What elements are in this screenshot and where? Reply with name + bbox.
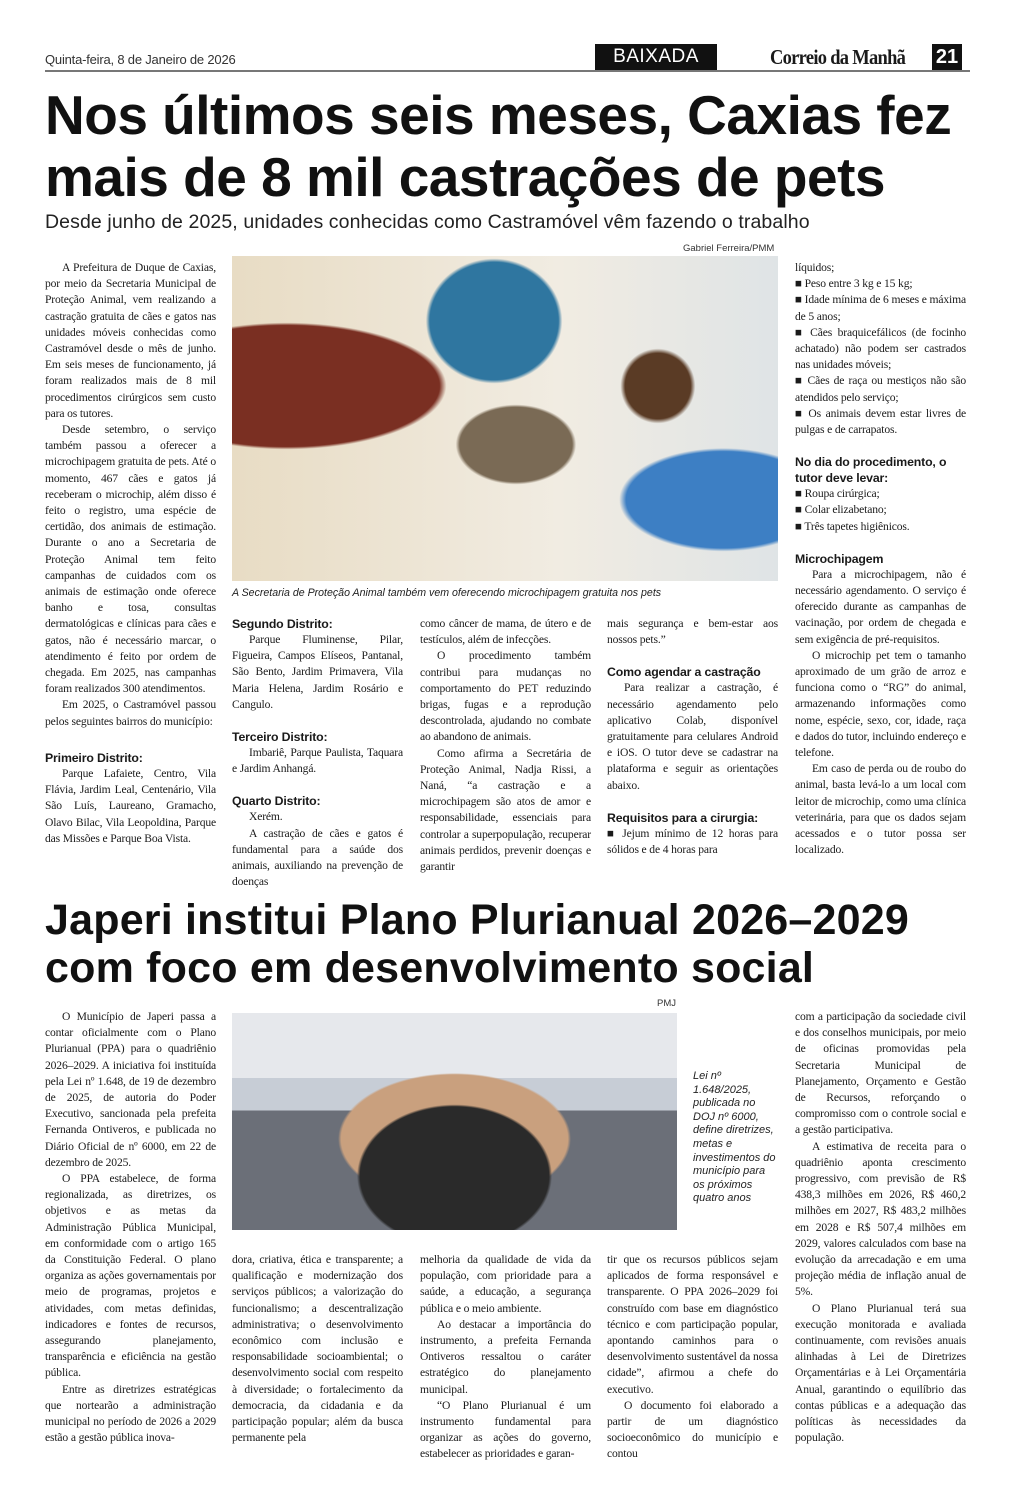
photo-sidebar-caption: Lei nº 1.648/2025, publicada no DOJ nº 6000, define diretrizes, metas e investimentos do município para os próximos quatro anos (693, 1070, 776, 1205)
subheading: Como agendar a castração (607, 665, 761, 680)
paragraph: dora, criativa, ética e transparente; a qualificação e modernização dos serviços públicos; a valorização do funcionalismo; a descentralização administrativa; o desenvolvimento econômico com inclusão e responsabilidade socioambiental; o desenvolvimento social com respeito à diversidade; o fortalecimento da democracia, da cidadania e da participação popular; além da busca permanente pela (232, 1253, 403, 1445)
article2-column-3 (420, 1252, 591, 1463)
list-item: ■ Cães braquicefálicos (de focinho achatado) não podem ser castrados nas unidades móveis; (795, 325, 966, 372)
paragraph: “O Plano Plurianual é um instrumento fundamental para organizar as ações do governo, estabelecer as prioridades e garan- (420, 1398, 591, 1461)
subheading: Primeiro Distrito: (45, 750, 143, 765)
list-item: ■ Os animais devem estar livres de pulgas e de carrapatos. (795, 406, 966, 437)
article2-column-4 (607, 1252, 778, 1463)
paragraph: O documento foi elaborado a partir de um diagnóstico socioeconômico do município e contou (607, 1398, 778, 1461)
article1-subtitle: Desde junho de 2025, unidades conhecidas como Castramóvel vêm fazendo o trabalho (45, 211, 810, 233)
paragraph: como câncer de mama, de útero e de testículos, além de infecções. (420, 617, 591, 647)
paragraph: com a participação da sociedade civil e dos conselhos municipais, por meio de oficinas promovidas pela Secretaria Municipal de Planejamento, Orçamento e Gestão de Recursos, reforçando o compromisso com o controle social e a gestão participativa. (795, 1010, 966, 1137)
article1-column-4 (607, 616, 778, 858)
section-label: BAIXADA (595, 44, 717, 70)
paragraph: O procedimento também contribui para mudanças no comportamento do PET reduzindo brigas, fugas e a reprodução descontrolada, ajudando no combate ao abandono de animais. (420, 649, 591, 744)
paragraph: Como afirma a Secretária de Proteção Animal, Nadja Rissi, a Naná, “a castração e a microchipagem são atos de amor e responsabilidade, essenciais para controlar a superpopulação, recuperar animais perdidos, prevenir doenças e garantir (420, 746, 591, 874)
list-item: ■ Idade mínima de 6 meses e máxima de 5 anos; (795, 293, 966, 323)
list-item: ■ Cães de raça ou mestiços não são atendidos pelo serviço; (795, 374, 966, 404)
subheading: Segundo Distrito: (232, 617, 333, 631)
paragraph: melhoria da qualidade de vida da população, com prioridade para a saúde, a educação, a segurança pública e o meio ambiente. (420, 1253, 591, 1315)
article1-column-1 (45, 260, 216, 847)
paragraph: Parque Lafaiete, Centro, Vila Flávia, Jardim Leal, Centenário, Vila São Luís, Laureano, Gramacho, Olavo Bilac, Vila Leopoldina, Parque das Missões e Parque Boa Vista. (45, 766, 216, 845)
paragraph: Para realizar a castração, é necessário agendamento pelo aplicativo Colab, disponível gratuitamente para celulares Android e iOS. O tutor deve se cadastrar na plataforma e seguir as orientações abaixo. (607, 681, 778, 792)
paragraph: Para a microchipagem, não é necessário agendamento. O serviço é oferecido durante as campanhas de vacinação, por ordem de chegada e sem exigência de pré-requisitos. (795, 567, 966, 646)
article2-headline: Japeri institui Plano Plurianual 2026–2029 com foco em desenvolvimento social (45, 896, 909, 992)
paragraph: Parque Fluminense, Pilar, Figueira, Campos Elíseos, Pantanal, São Bento, Jardim Primavera, Vila Maria Helena, Jardim Rosário e Cangulo. (232, 633, 403, 711)
subheading: Microchipagem (795, 551, 884, 566)
paragraph: O microchip pet tem o tamanho aproximado de um grão de arroz e funciona como o “RG” do animal, armazenando informações como nome, espécie, sexo, cor, idade, raça e dados do tutor, incluindo endereço e telefone. (795, 648, 966, 760)
paragraph: A castração de cães e gatos é fundamental para a saúde dos animais, auxiliando na prevenção de doenças (232, 826, 403, 889)
paragraph: Ao destacar a importância do instrumento, a prefeita Fernanda Ontiveros ressaltou o caráter estratégico do planejamento municipal. (420, 1317, 591, 1396)
paragraph: O Plano Plurianual terá sua execução monitorada e avaliada continuamente, com revisões anuais alinhadas à Lei de Diretrizes Orçamentárias e à Lei Orçamentária Anual, garantindo o equilíbrio das contas públicas e a adequação das políticas às necessidades da população. (795, 1301, 966, 1445)
issue-date: Quinta-feira, 8 de Janeiro de 2026 (45, 52, 236, 67)
list-item: ■ Peso entre 3 kg e 15 kg; (795, 277, 913, 291)
paragraph: Entre as diretrizes estratégicas que nortearão a administração municipal no período de 2026 a 2029 estão a gestão pública inova- (45, 1382, 216, 1445)
paragraph: Xerém. (249, 810, 283, 824)
list-item: líquidos; (795, 261, 835, 274)
paragraph: O Município de Japeri passa a contar oficialmente com o Plano Plurianual (PPA) para o quadriênio 2026–2029. A iniciativa foi instituída pela Lei nº 1.648, de 19 de dezembro de 2025, de autoria do Poder Executivo, sancionada pela prefeita Fernanda Ontiveros, e publicada no Diário Oficial de nº 6000, em 22 de dezembro de 2025. (45, 1010, 216, 1169)
paragraph: tir que os recursos públicos sejam aplicados de forma responsável e transparente. O PPA 2026–2029 foi construído com base em diagnóstico técnico e com participação popular, apontando caminhos para o desenvolvimento sustentável da nossa cidade”, afirmou a chefe do executivo. (607, 1253, 778, 1396)
subheading: Quarto Distrito: (232, 794, 321, 809)
photo-credit: Gabriel Ferreira/PMM (683, 243, 775, 254)
paragraph: Imbariê, Parque Paulista, Taquara e Jardim Anhangá. (232, 746, 403, 776)
header-rule (45, 70, 970, 72)
article1-column-2 (232, 616, 403, 890)
paragraph: Em caso de perda ou de roubo do animal, basta levá-lo a um local com leitor de microchip, como uma clínica veterinária, para que os dados sejam acessados e o tutor possa ser localizado. (795, 762, 966, 857)
photo-credit: PMJ (657, 998, 676, 1009)
paragraph: Desde setembro, o serviço também passou a oferecer a microchipagem gratuita de pets. Até o momento, 467 cães e gatos já receberam o microchip, além disso é feito o registro, uma espécie de certidão, dos animais de estimação. Durante o ano a Secretaria de Proteção Animal tem feito campanhas de cuidados com os animais de estimação onde oferece banho e tosa, consultas dermatológicas e clínicas para cães e gatos, não é necessário marcar, o atendimento é feito por ordem de chegada. Em 2025, nas campanhas foram realizados 300 atendimentos. (45, 423, 216, 696)
article1-column-5 (795, 260, 966, 859)
paragraph: A Prefeitura de Duque de Caxias, por meio da Secretaria Municipal de Proteção Animal, vem realizando a castração gratuita de cães e gatos nas unidades móveis conhecidas como Castramóvel desde o mês de junho. Em seis meses de funcionamento, já foram realizados mais de 8 mil procedimentos cirúrgicos sem custo para os tutores. (45, 261, 216, 420)
paragraph: A estimativa de receita para o quadriênio aponta crescimento progressivo, com previsão de R$ 438,3 milhões em 2026, R$ 460,2 milhões em 2027, R$ 483,2 milhões em 2028 e R$ 507,4 milhões em 2029, valores calculados com base na evolução da arrecadação e em uma projeção média de inflação anual de 5%. (795, 1139, 966, 1299)
article2-column-2 (232, 1252, 403, 1446)
list-item: ■ Jejum mínimo de 12 horas para sólidos e de 4 horas para (607, 826, 778, 857)
paragraph: O PPA estabelece, de forma regionalizada, as diretrizes, os objetivos e as metas da Administração Pública Municipal, em conformidade com o artigo 165 da Constituição Federal. O plano organiza as ações governamentais por meio de programas, projetos e atividades, com metas definidas, indicadores e fontes de recursos, assegurando planejamento, transparência e eficiência na gestão pública. (45, 1172, 216, 1380)
paragraph: mais segurança e bem-estar aos nossos pets.” (607, 617, 778, 647)
photo-caption: A Secretaria de Proteção Animal também vem oferecendo microchipagem gratuita nos pets (232, 587, 662, 599)
article1-column-3 (420, 616, 591, 875)
newspaper-logo: Correio da Manhã (770, 45, 906, 69)
subheading: Terceiro Distrito: (232, 730, 328, 745)
list-item: ■ Colar elizabetano; (795, 503, 887, 517)
article2-photo (232, 1013, 677, 1230)
article2-column-5 (795, 1009, 966, 1446)
page-number: 21 (932, 44, 962, 70)
article1-headline: Nos últimos seis meses, Caxias fez mais de 8 mil castrações de pets (45, 84, 952, 208)
list-item: ■ Roupa cirúrgica; (795, 487, 880, 501)
subheading: No dia do procedimento, o tutor deve levar: (795, 455, 947, 486)
article1-photo (232, 256, 778, 581)
article2-column-1 (45, 1009, 216, 1446)
subheading: Requisitos para a cirurgia: (607, 810, 759, 825)
list-item: ■ Três tapetes higiênicos. (795, 519, 910, 533)
paragraph: Em 2025, o Castramóvel passou pelos seguintes bairros do município: (45, 698, 216, 728)
